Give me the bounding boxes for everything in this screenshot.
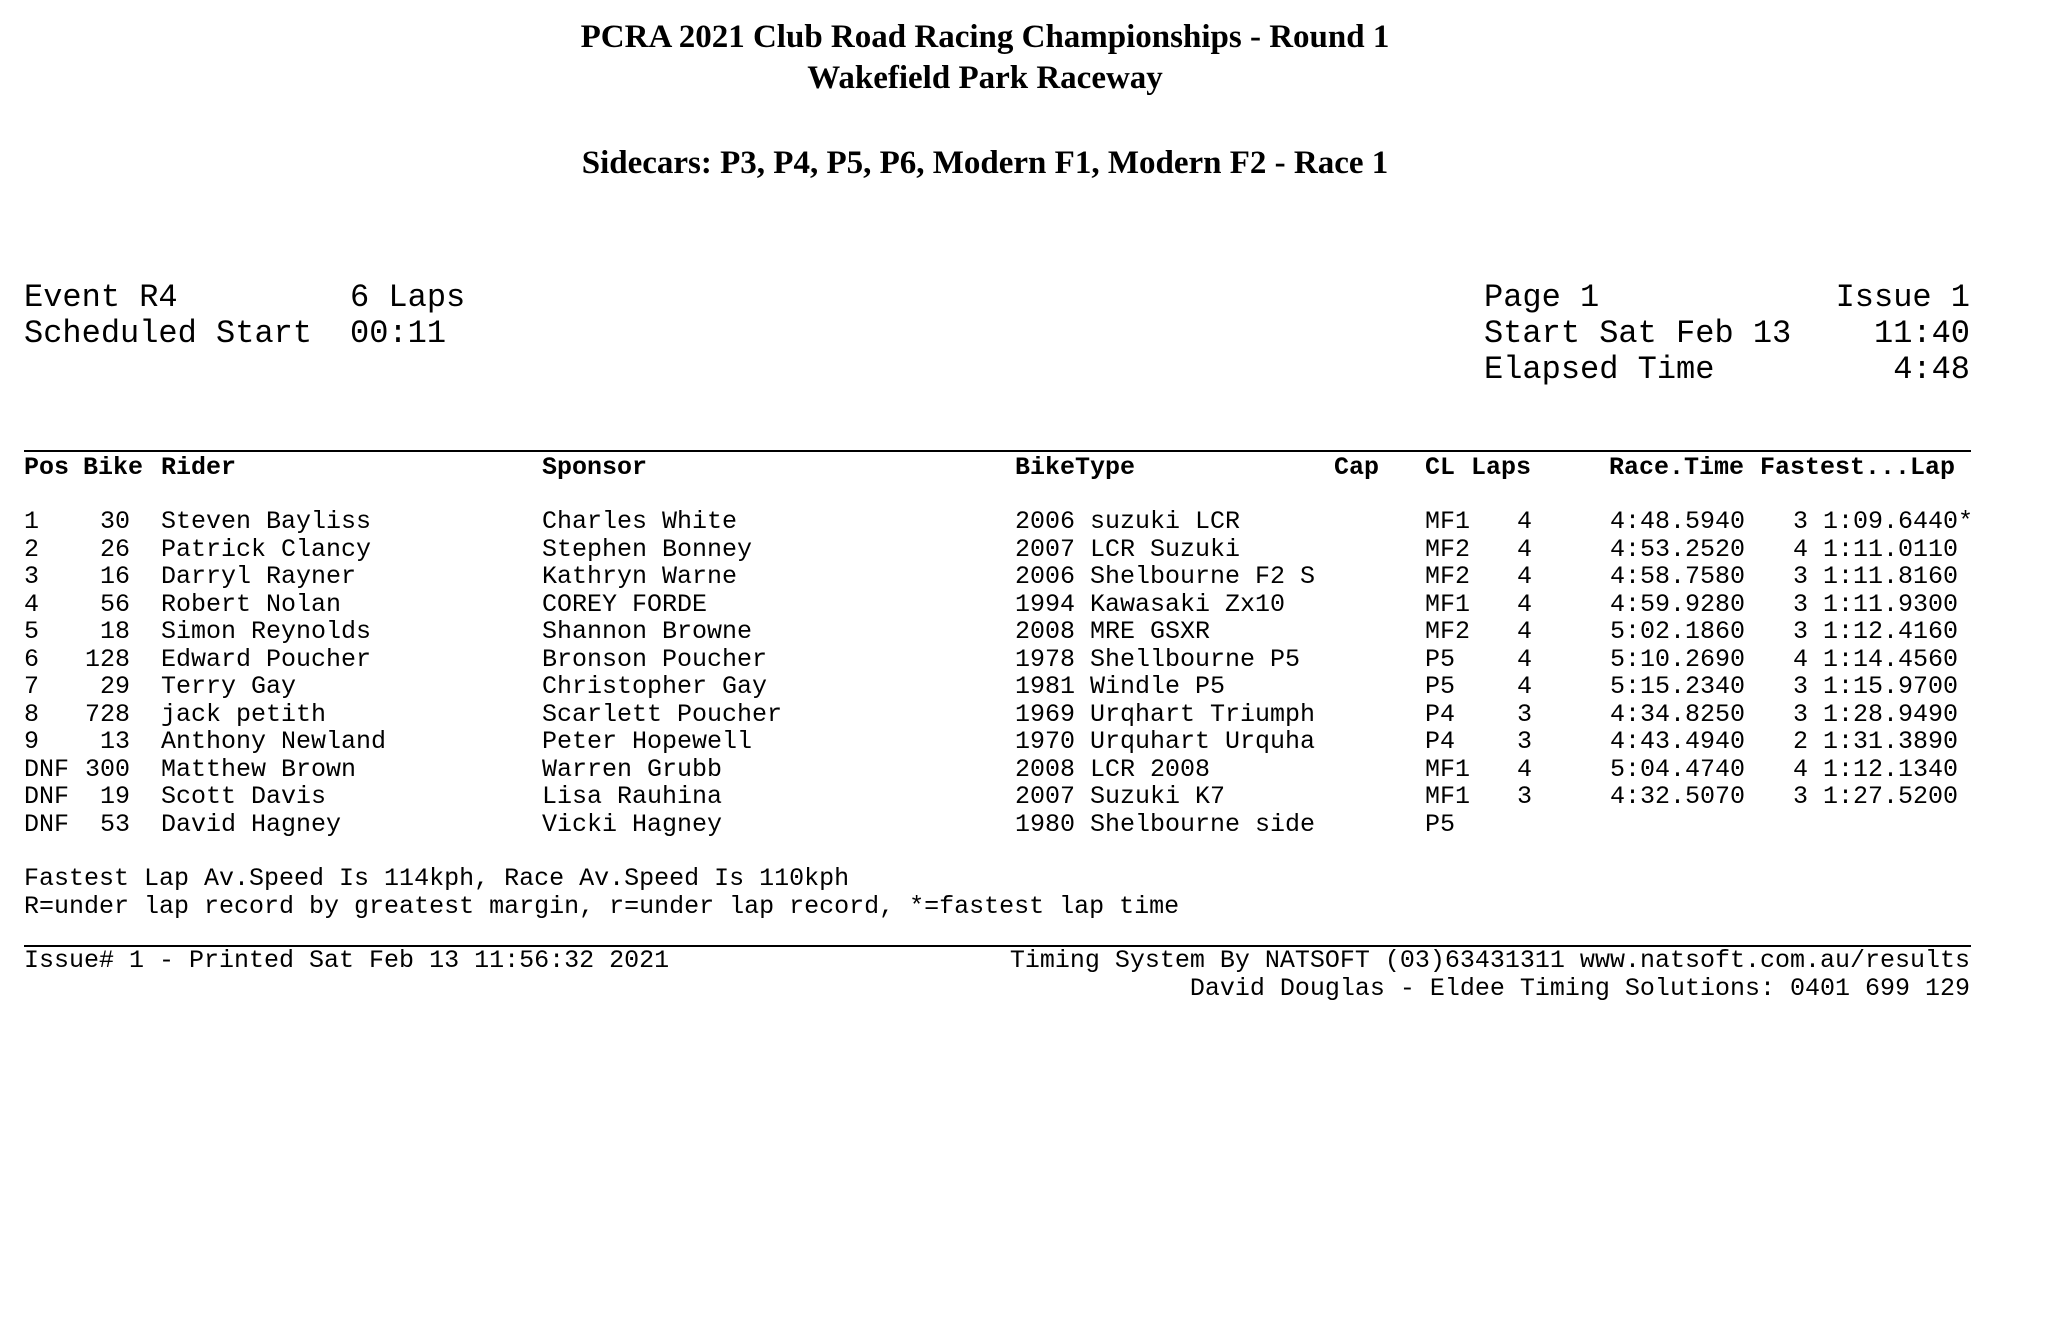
racetime-cell: 5:02.1860 <box>1609 617 1745 646</box>
issue-number: Issue 1 <box>1835 279 1970 316</box>
table-row <box>0 618 2000 646</box>
laps-count: 6 Laps <box>350 279 466 316</box>
rider-cell: Anthony Newland <box>161 727 387 756</box>
rider-cell: Matthew Brown <box>161 754 357 784</box>
rider-cell: Terry Gay <box>161 672 297 701</box>
laps-cell: 4 <box>1516 644 1532 674</box>
biketype-cell: 1980 Shelbourne side <box>1015 809 1316 839</box>
racetime-cell: 4:53.2520 <box>1609 534 1745 564</box>
fastest-lap-cell: 4 1:12.1340 <box>1793 754 1959 784</box>
class-cell: MF2 <box>1425 617 1471 646</box>
rider-cell: Simon Reynolds <box>161 617 372 646</box>
fastest-lap-cell: 4 1:14.4560 <box>1793 644 1959 674</box>
pos-cell: 9 <box>24 727 40 756</box>
col-laps-header: Laps <box>1471 453 1532 482</box>
biketype-cell: 2007 LCR Suzuki <box>1015 534 1241 564</box>
col-fastest-header: Fastest...Lap <box>1760 453 1956 482</box>
fastest-lap-cell: 2 1:31.3890 <box>1793 727 1959 756</box>
elapsed-value: 4:48 <box>1893 351 1970 388</box>
rider-cell: Steven Bayliss <box>161 507 372 536</box>
table-row <box>0 756 2000 784</box>
class-cell: MF2 <box>1425 562 1471 591</box>
sponsor-cell: Lisa Rauhina <box>542 782 723 811</box>
fastest-lap-cell: 3 1:28.9490 <box>1793 699 1959 729</box>
col-bike-header: Bike <box>83 453 144 482</box>
fastest-lap-cell: 3 1:11.8160 <box>1793 562 1959 591</box>
sponsor-cell: Kathryn Warne <box>542 562 738 591</box>
col-cl-header: CL <box>1425 453 1456 482</box>
pos-cell: DNF <box>24 782 70 811</box>
start-time: 11:40 <box>1873 315 1970 352</box>
scheduled-start-value: 00:11 <box>350 315 447 352</box>
pos-cell: 1 <box>24 507 40 536</box>
pos-cell: 3 <box>24 562 40 591</box>
biketype-cell: 1978 Shellbourne P5 <box>1015 644 1301 674</box>
scheduled-start-label: Scheduled Start <box>24 315 313 352</box>
fastest-lap-cell: 3 1:27.5200 <box>1793 782 1959 811</box>
table-row <box>0 646 2000 674</box>
biketype-cell: 1969 Urqhart Triumph <box>1015 699 1316 729</box>
biketype-cell: 1981 Windle P5 <box>1015 672 1226 701</box>
pos-cell: DNF <box>24 754 70 784</box>
table-row <box>0 811 2000 839</box>
class-cell: MF1 <box>1425 507 1471 536</box>
bike-cell: 56 <box>99 589 130 619</box>
col-pos-header: Pos <box>24 453 70 482</box>
rider-cell: Scott Davis <box>161 782 327 811</box>
laps-cell: 4 <box>1516 589 1532 619</box>
racetime-cell: 4:48.5940 <box>1609 507 1745 536</box>
race-title: Sidecars: P3, P4, P5, P6, Modern F1, Modern F2 - Race 1 <box>581 145 1389 181</box>
start-label: Start Sat Feb 13 <box>1484 315 1792 352</box>
table-row <box>0 783 2000 811</box>
class-cell: MF2 <box>1425 534 1471 564</box>
class-cell: MF1 <box>1425 754 1471 784</box>
class-cell: P4 <box>1425 727 1456 756</box>
laps-cell: 4 <box>1516 754 1532 784</box>
racetime-cell: 4:34.8250 <box>1609 699 1745 729</box>
bike-cell: 13 <box>99 727 130 756</box>
sponsor-cell: Warren Grubb <box>542 754 723 784</box>
racetime-cell: 4:32.5070 <box>1609 782 1745 811</box>
class-cell: MF1 <box>1425 589 1471 619</box>
pos-cell: 4 <box>24 589 40 619</box>
sponsor-cell: Vicki Hagney <box>542 809 723 839</box>
laps-cell: 4 <box>1516 562 1532 591</box>
laps-cell: 3 <box>1516 782 1532 811</box>
fastest-lap-cell: 3 1:09.6440* <box>1793 507 1974 536</box>
col-sponsor-header: Sponsor <box>542 453 648 482</box>
table-row <box>0 728 2000 756</box>
bike-cell: 26 <box>99 534 130 564</box>
sponsor-cell: Christopher Gay <box>542 672 768 701</box>
bike-cell: 19 <box>99 782 130 811</box>
table-row <box>0 536 2000 564</box>
sponsor-cell: Bronson Poucher <box>542 644 768 674</box>
timing-system-info: Timing System By NATSOFT (03)63431311 www.natsoft.com.au/results <box>1009 946 1970 975</box>
col-racetime-header: Race.Time <box>1609 453 1745 482</box>
col-biketype-header: BikeType <box>1015 453 1136 482</box>
col-rider-header: Rider <box>161 453 237 482</box>
laps-cell: 4 <box>1516 672 1532 701</box>
biketype-cell: 1970 Urquhart Urquha <box>1015 727 1316 756</box>
racetime-cell: 4:58.7580 <box>1609 562 1745 591</box>
pos-cell: 2 <box>24 534 40 564</box>
bike-cell: 18 <box>99 617 130 646</box>
laps-cell: 4 <box>1516 507 1532 536</box>
document-title: PCRA 2021 Club Road Racing Championships - Round 1 <box>580 19 1390 55</box>
fastest-lap-cell: 3 1:11.9300 <box>1793 589 1959 619</box>
sponsor-cell: COREY FORDE <box>542 589 708 619</box>
pos-cell: DNF <box>24 809 70 839</box>
class-cell: P4 <box>1425 699 1456 729</box>
pos-cell: 6 <box>24 644 40 674</box>
laps-cell: 3 <box>1516 699 1532 729</box>
bike-cell: 300 <box>84 754 130 784</box>
fastest-lap-cell: 3 1:12.4160 <box>1793 617 1959 646</box>
sponsor-cell: Scarlett Poucher <box>542 699 783 729</box>
fastest-lap-cell: 3 1:15.9700 <box>1793 672 1959 701</box>
sponsor-cell: Stephen Bonney <box>542 534 753 564</box>
pos-cell: 8 <box>24 699 40 729</box>
sponsor-cell: Shannon Browne <box>542 617 753 646</box>
bike-cell: 128 <box>84 644 130 674</box>
rider-cell: Darryl Rayner <box>161 562 357 591</box>
pos-cell: 5 <box>24 617 40 646</box>
elapsed-label: Elapsed Time <box>1484 351 1715 388</box>
class-cell: P5 <box>1425 809 1456 839</box>
results-header-row <box>0 454 2000 482</box>
racetime-cell: 5:15.2340 <box>1609 672 1745 701</box>
biketype-cell: 2008 MRE GSXR <box>1015 617 1211 646</box>
col-cap-header: Cap <box>1334 453 1380 482</box>
rider-cell: jack petith <box>161 699 327 729</box>
class-cell: P5 <box>1425 644 1456 674</box>
class-cell: P5 <box>1425 672 1456 701</box>
table-row <box>0 673 2000 701</box>
biketype-cell: 2008 LCR 2008 <box>1015 754 1211 784</box>
speed-note: Fastest Lap Av.Speed Is 114kph, Race Av.Speed Is 110kph <box>24 864 850 893</box>
bike-cell: 16 <box>99 562 130 591</box>
table-row <box>0 508 2000 536</box>
legend-note: R=under lap record by greatest margin, r=under lap record, *=fastest lap time <box>24 892 1180 921</box>
racetime-cell: 5:04.4740 <box>1609 754 1745 784</box>
biketype-cell: 2006 suzuki LCR <box>1015 507 1241 536</box>
table-row <box>0 701 2000 729</box>
biketype-cell: 2007 Suzuki K7 <box>1015 782 1226 811</box>
rider-cell: Patrick Clancy <box>161 534 372 564</box>
pos-cell: 7 <box>24 672 40 701</box>
class-cell: MF1 <box>1425 782 1471 811</box>
laps-cell: 4 <box>1516 534 1532 564</box>
bike-cell: 53 <box>99 809 130 839</box>
page-number: Page 1 <box>1484 279 1600 316</box>
rider-cell: Edward Poucher <box>161 644 372 674</box>
laps-cell: 4 <box>1516 617 1532 646</box>
racetime-cell: 4:43.4940 <box>1609 727 1745 756</box>
table-row <box>0 563 2000 591</box>
sponsor-cell: Peter Hopewell <box>542 727 753 756</box>
bike-cell: 728 <box>84 699 130 729</box>
rider-cell: Robert Nolan <box>161 589 342 619</box>
biketype-cell: 2006 Shelbourne F2 S <box>1015 562 1316 591</box>
event-label: Event R4 <box>24 279 178 316</box>
fastest-lap-cell: 4 1:11.0110 <box>1793 534 1959 564</box>
sponsor-cell: Charles White <box>542 507 738 536</box>
bike-cell: 30 <box>99 507 130 536</box>
contact-info: David Douglas - Eldee Timing Solutions: 0401 699 129 <box>1189 974 1970 1003</box>
biketype-cell: 1994 Kawasaki Zx10 <box>1015 589 1286 619</box>
bike-cell: 29 <box>99 672 130 701</box>
header-rule <box>24 450 1971 452</box>
rider-cell: David Hagney <box>161 809 342 839</box>
printed-info: Issue# 1 - Printed Sat Feb 13 11:56:32 2021 <box>24 946 670 975</box>
table-row <box>0 591 2000 619</box>
venue-title: Wakefield Park Raceway <box>807 60 1163 96</box>
laps-cell: 3 <box>1516 727 1532 756</box>
racetime-cell: 5:10.2690 <box>1609 644 1745 674</box>
racetime-cell: 4:59.9280 <box>1609 589 1745 619</box>
